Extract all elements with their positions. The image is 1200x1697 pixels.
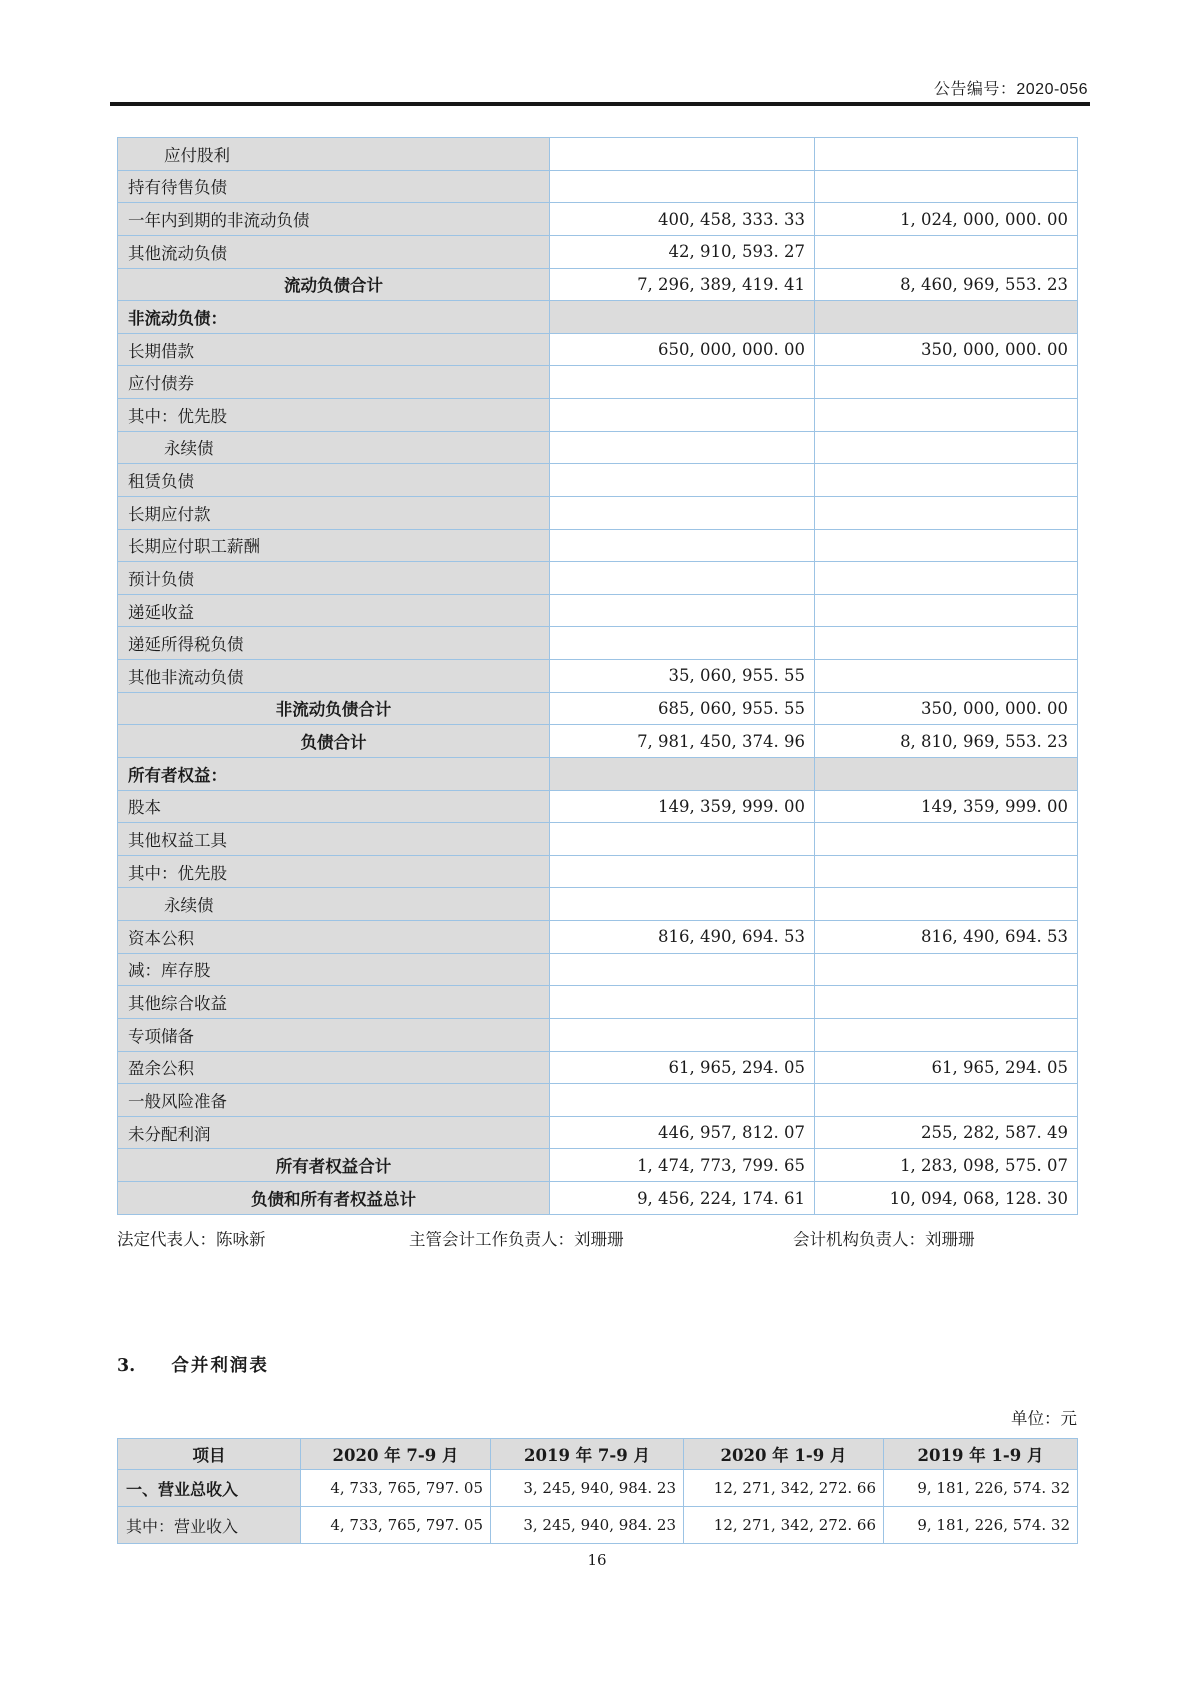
table-row bbox=[118, 301, 1078, 334]
table-row bbox=[118, 888, 1078, 921]
row-label: 其他流动负债 bbox=[118, 235, 550, 268]
row-label: 所有者权益： bbox=[118, 757, 550, 790]
table-row bbox=[118, 1018, 1078, 1051]
value-cell: 12, 271, 342, 272. 66 bbox=[684, 1470, 884, 1507]
row-label: 股本 bbox=[118, 790, 550, 823]
table-row bbox=[118, 1149, 1078, 1182]
column-header: 2020 年 1-9 月 bbox=[684, 1439, 884, 1470]
table-row bbox=[118, 594, 1078, 627]
row-label: 长期借款 bbox=[118, 333, 550, 366]
table-row bbox=[118, 1507, 1078, 1544]
table-row bbox=[118, 333, 1078, 366]
value-year-begin: 816, 490, 694. 53 bbox=[815, 921, 1078, 954]
value-cell: 9, 181, 226, 574. 32 bbox=[884, 1470, 1078, 1507]
value-period-end bbox=[550, 1084, 815, 1117]
value-year-begin bbox=[815, 496, 1078, 529]
value-period-end: 149, 359, 999. 00 bbox=[550, 790, 815, 823]
value-year-begin: 350, 000, 000. 00 bbox=[815, 692, 1078, 725]
row-label: 所有者权益合计 bbox=[118, 1149, 550, 1182]
accounting-department-head: 会计机构负责人：刘珊珊 bbox=[793, 1230, 975, 1249]
column-header: 2020 年 7-9 月 bbox=[301, 1439, 491, 1470]
value-year-begin bbox=[815, 464, 1078, 497]
value-period-end: 7, 981, 450, 374. 96 bbox=[550, 725, 815, 758]
table-row bbox=[118, 660, 1078, 693]
row-label: 专项储备 bbox=[118, 1018, 550, 1051]
value-period-end bbox=[550, 431, 815, 464]
row-label: 长期应付款 bbox=[118, 496, 550, 529]
value-period-end bbox=[550, 496, 815, 529]
value-year-begin: 8, 810, 969, 553. 23 bbox=[815, 725, 1078, 758]
value-period-end bbox=[550, 301, 815, 334]
row-label: 持有待售负债 bbox=[118, 170, 550, 203]
value-period-end bbox=[550, 953, 815, 986]
balance-sheet-body bbox=[118, 138, 1078, 1215]
column-header: 2019 年 1-9 月 bbox=[884, 1439, 1078, 1470]
section-number: 3. bbox=[117, 1356, 136, 1376]
table-row bbox=[118, 692, 1078, 725]
value-year-begin bbox=[815, 431, 1078, 464]
table-row bbox=[118, 203, 1078, 236]
value-period-end: 816, 490, 694. 53 bbox=[550, 921, 815, 954]
value-year-begin bbox=[815, 888, 1078, 921]
value-year-begin bbox=[815, 855, 1078, 888]
row-label: 一年内到期的非流动负债 bbox=[118, 203, 550, 236]
value-year-begin bbox=[815, 823, 1078, 856]
row-label: 其他权益工具 bbox=[118, 823, 550, 856]
value-period-end: 42, 910, 593. 27 bbox=[550, 235, 815, 268]
table-row bbox=[118, 1051, 1078, 1084]
value-year-begin bbox=[815, 1084, 1078, 1117]
value-year-begin bbox=[815, 301, 1078, 334]
value-cell: 3, 245, 940, 984. 23 bbox=[491, 1470, 684, 1507]
row-label: 负债合计 bbox=[118, 725, 550, 758]
value-year-begin: 149, 359, 999. 00 bbox=[815, 790, 1078, 823]
row-label: 减：库存股 bbox=[118, 953, 550, 986]
balance-sheet-table bbox=[117, 137, 1078, 1215]
table-row bbox=[118, 529, 1078, 562]
row-label: 长期应付职工薪酬 bbox=[118, 529, 550, 562]
value-period-end bbox=[550, 170, 815, 203]
row-label: 负债和所有者权益总计 bbox=[118, 1182, 550, 1215]
value-year-begin bbox=[815, 529, 1078, 562]
value-period-end bbox=[550, 888, 815, 921]
signature-line bbox=[117, 1226, 1077, 1248]
table-row bbox=[118, 627, 1078, 660]
table-row bbox=[118, 464, 1078, 497]
value-period-end: 650, 000, 000. 00 bbox=[550, 333, 815, 366]
value-cell: 12, 271, 342, 272. 66 bbox=[684, 1507, 884, 1544]
value-year-begin bbox=[815, 660, 1078, 693]
row-label: 流动负债合计 bbox=[118, 268, 550, 301]
row-label: 永续债 bbox=[118, 431, 550, 464]
section-title: 合并利润表 bbox=[171, 1356, 269, 1376]
row-label: 递延所得税负债 bbox=[118, 627, 550, 660]
value-year-begin bbox=[815, 138, 1078, 171]
value-period-end bbox=[550, 757, 815, 790]
table-row bbox=[118, 399, 1078, 432]
table-row bbox=[118, 823, 1078, 856]
row-label: 其中：营业收入 bbox=[118, 1507, 301, 1544]
table-row bbox=[118, 562, 1078, 595]
value-year-begin bbox=[815, 399, 1078, 432]
value-period-end bbox=[550, 1018, 815, 1051]
table-row bbox=[118, 496, 1078, 529]
page-number: 16 bbox=[587, 1551, 607, 1569]
value-year-begin bbox=[815, 170, 1078, 203]
column-header: 项目 bbox=[118, 1439, 301, 1470]
table-row bbox=[118, 953, 1078, 986]
value-year-begin: 8, 460, 969, 553. 23 bbox=[815, 268, 1078, 301]
table-row bbox=[118, 790, 1078, 823]
row-label: 资本公积 bbox=[118, 921, 550, 954]
row-label: 非流动负债： bbox=[118, 301, 550, 334]
value-year-begin bbox=[815, 562, 1078, 595]
table-row bbox=[118, 921, 1078, 954]
table-row bbox=[118, 138, 1078, 171]
value-period-end: 685, 060, 955. 55 bbox=[550, 692, 815, 725]
value-period-end bbox=[550, 823, 815, 856]
value-cell: 3, 245, 940, 984. 23 bbox=[491, 1507, 684, 1544]
value-period-end bbox=[550, 627, 815, 660]
income-statement-header bbox=[118, 1439, 1078, 1470]
value-year-begin: 255, 282, 587. 49 bbox=[815, 1116, 1078, 1149]
doc-number: 公告编号：2020-056 bbox=[933, 81, 1088, 98]
value-period-end bbox=[550, 986, 815, 1019]
value-cell: 9, 181, 226, 574. 32 bbox=[884, 1507, 1078, 1544]
row-label: 其他非流动负债 bbox=[118, 660, 550, 693]
chief-accountant: 主管会计工作负责人：刘珊珊 bbox=[409, 1230, 624, 1249]
row-label: 非流动负债合计 bbox=[118, 692, 550, 725]
value-period-end bbox=[550, 855, 815, 888]
value-period-end: 446, 957, 812. 07 bbox=[550, 1116, 815, 1149]
table-row bbox=[118, 1116, 1078, 1149]
value-period-end: 7, 296, 389, 419. 41 bbox=[550, 268, 815, 301]
value-period-end bbox=[550, 562, 815, 595]
row-label: 永续债 bbox=[118, 888, 550, 921]
row-label: 应付股利 bbox=[118, 138, 550, 171]
value-year-begin bbox=[815, 594, 1078, 627]
value-year-begin: 1, 283, 098, 575. 07 bbox=[815, 1149, 1078, 1182]
table-row bbox=[118, 986, 1078, 1019]
income-statement-body bbox=[118, 1470, 1078, 1544]
value-period-end bbox=[550, 366, 815, 399]
value-period-end: 9, 456, 224, 174. 61 bbox=[550, 1182, 815, 1215]
value-period-end: 1, 474, 773, 799. 65 bbox=[550, 1149, 815, 1182]
row-label: 递延收益 bbox=[118, 594, 550, 627]
row-label: 一般风险准备 bbox=[118, 1084, 550, 1117]
table-row bbox=[118, 855, 1078, 888]
value-year-begin: 61, 965, 294. 05 bbox=[815, 1051, 1078, 1084]
row-label: 盈余公积 bbox=[118, 1051, 550, 1084]
value-year-begin: 1, 024, 000, 000. 00 bbox=[815, 203, 1078, 236]
row-label: 一、营业总收入 bbox=[118, 1470, 301, 1507]
row-label: 预计负债 bbox=[118, 562, 550, 595]
table-row bbox=[118, 1084, 1078, 1117]
income-statement-table bbox=[117, 1438, 1078, 1544]
value-year-begin: 10, 094, 068, 128. 30 bbox=[815, 1182, 1078, 1215]
table-row bbox=[118, 1182, 1078, 1215]
table-row bbox=[118, 366, 1078, 399]
section-heading bbox=[117, 1352, 269, 1377]
value-period-end bbox=[550, 529, 815, 562]
header-rule bbox=[110, 102, 1090, 106]
value-cell: 4, 733, 765, 797. 05 bbox=[301, 1470, 491, 1507]
value-year-begin bbox=[815, 627, 1078, 660]
row-label: 租赁负债 bbox=[118, 464, 550, 497]
table-row bbox=[118, 170, 1078, 203]
value-period-end: 35, 060, 955. 55 bbox=[550, 660, 815, 693]
value-period-end: 61, 965, 294. 05 bbox=[550, 1051, 815, 1084]
table-row bbox=[118, 757, 1078, 790]
value-year-begin bbox=[815, 1018, 1078, 1051]
column-header: 2019 年 7-9 月 bbox=[491, 1439, 684, 1470]
value-year-begin bbox=[815, 757, 1078, 790]
row-label: 未分配利润 bbox=[118, 1116, 550, 1149]
legal-representative: 法定代表人：陈咏新 bbox=[117, 1230, 266, 1249]
table-row bbox=[118, 1470, 1078, 1507]
row-label: 其中：优先股 bbox=[118, 399, 550, 432]
value-period-end bbox=[550, 464, 815, 497]
row-label: 其他综合收益 bbox=[118, 986, 550, 1019]
table-row bbox=[118, 235, 1078, 268]
value-period-end: 400, 458, 333. 33 bbox=[550, 203, 815, 236]
value-period-end bbox=[550, 399, 815, 432]
value-year-begin bbox=[815, 953, 1078, 986]
value-year-begin bbox=[815, 235, 1078, 268]
value-cell: 4, 733, 765, 797. 05 bbox=[301, 1507, 491, 1544]
value-period-end bbox=[550, 594, 815, 627]
value-year-begin: 350, 000, 000. 00 bbox=[815, 333, 1078, 366]
row-label: 应付债券 bbox=[118, 366, 550, 399]
row-label: 其中：优先股 bbox=[118, 855, 550, 888]
value-year-begin bbox=[815, 366, 1078, 399]
table-row bbox=[118, 268, 1078, 301]
header-row bbox=[118, 1439, 1078, 1470]
table-row bbox=[118, 431, 1078, 464]
unit-label: 单位：元 bbox=[1011, 1409, 1077, 1428]
value-period-end bbox=[550, 138, 815, 171]
value-year-begin bbox=[815, 986, 1078, 1019]
table-row bbox=[118, 725, 1078, 758]
